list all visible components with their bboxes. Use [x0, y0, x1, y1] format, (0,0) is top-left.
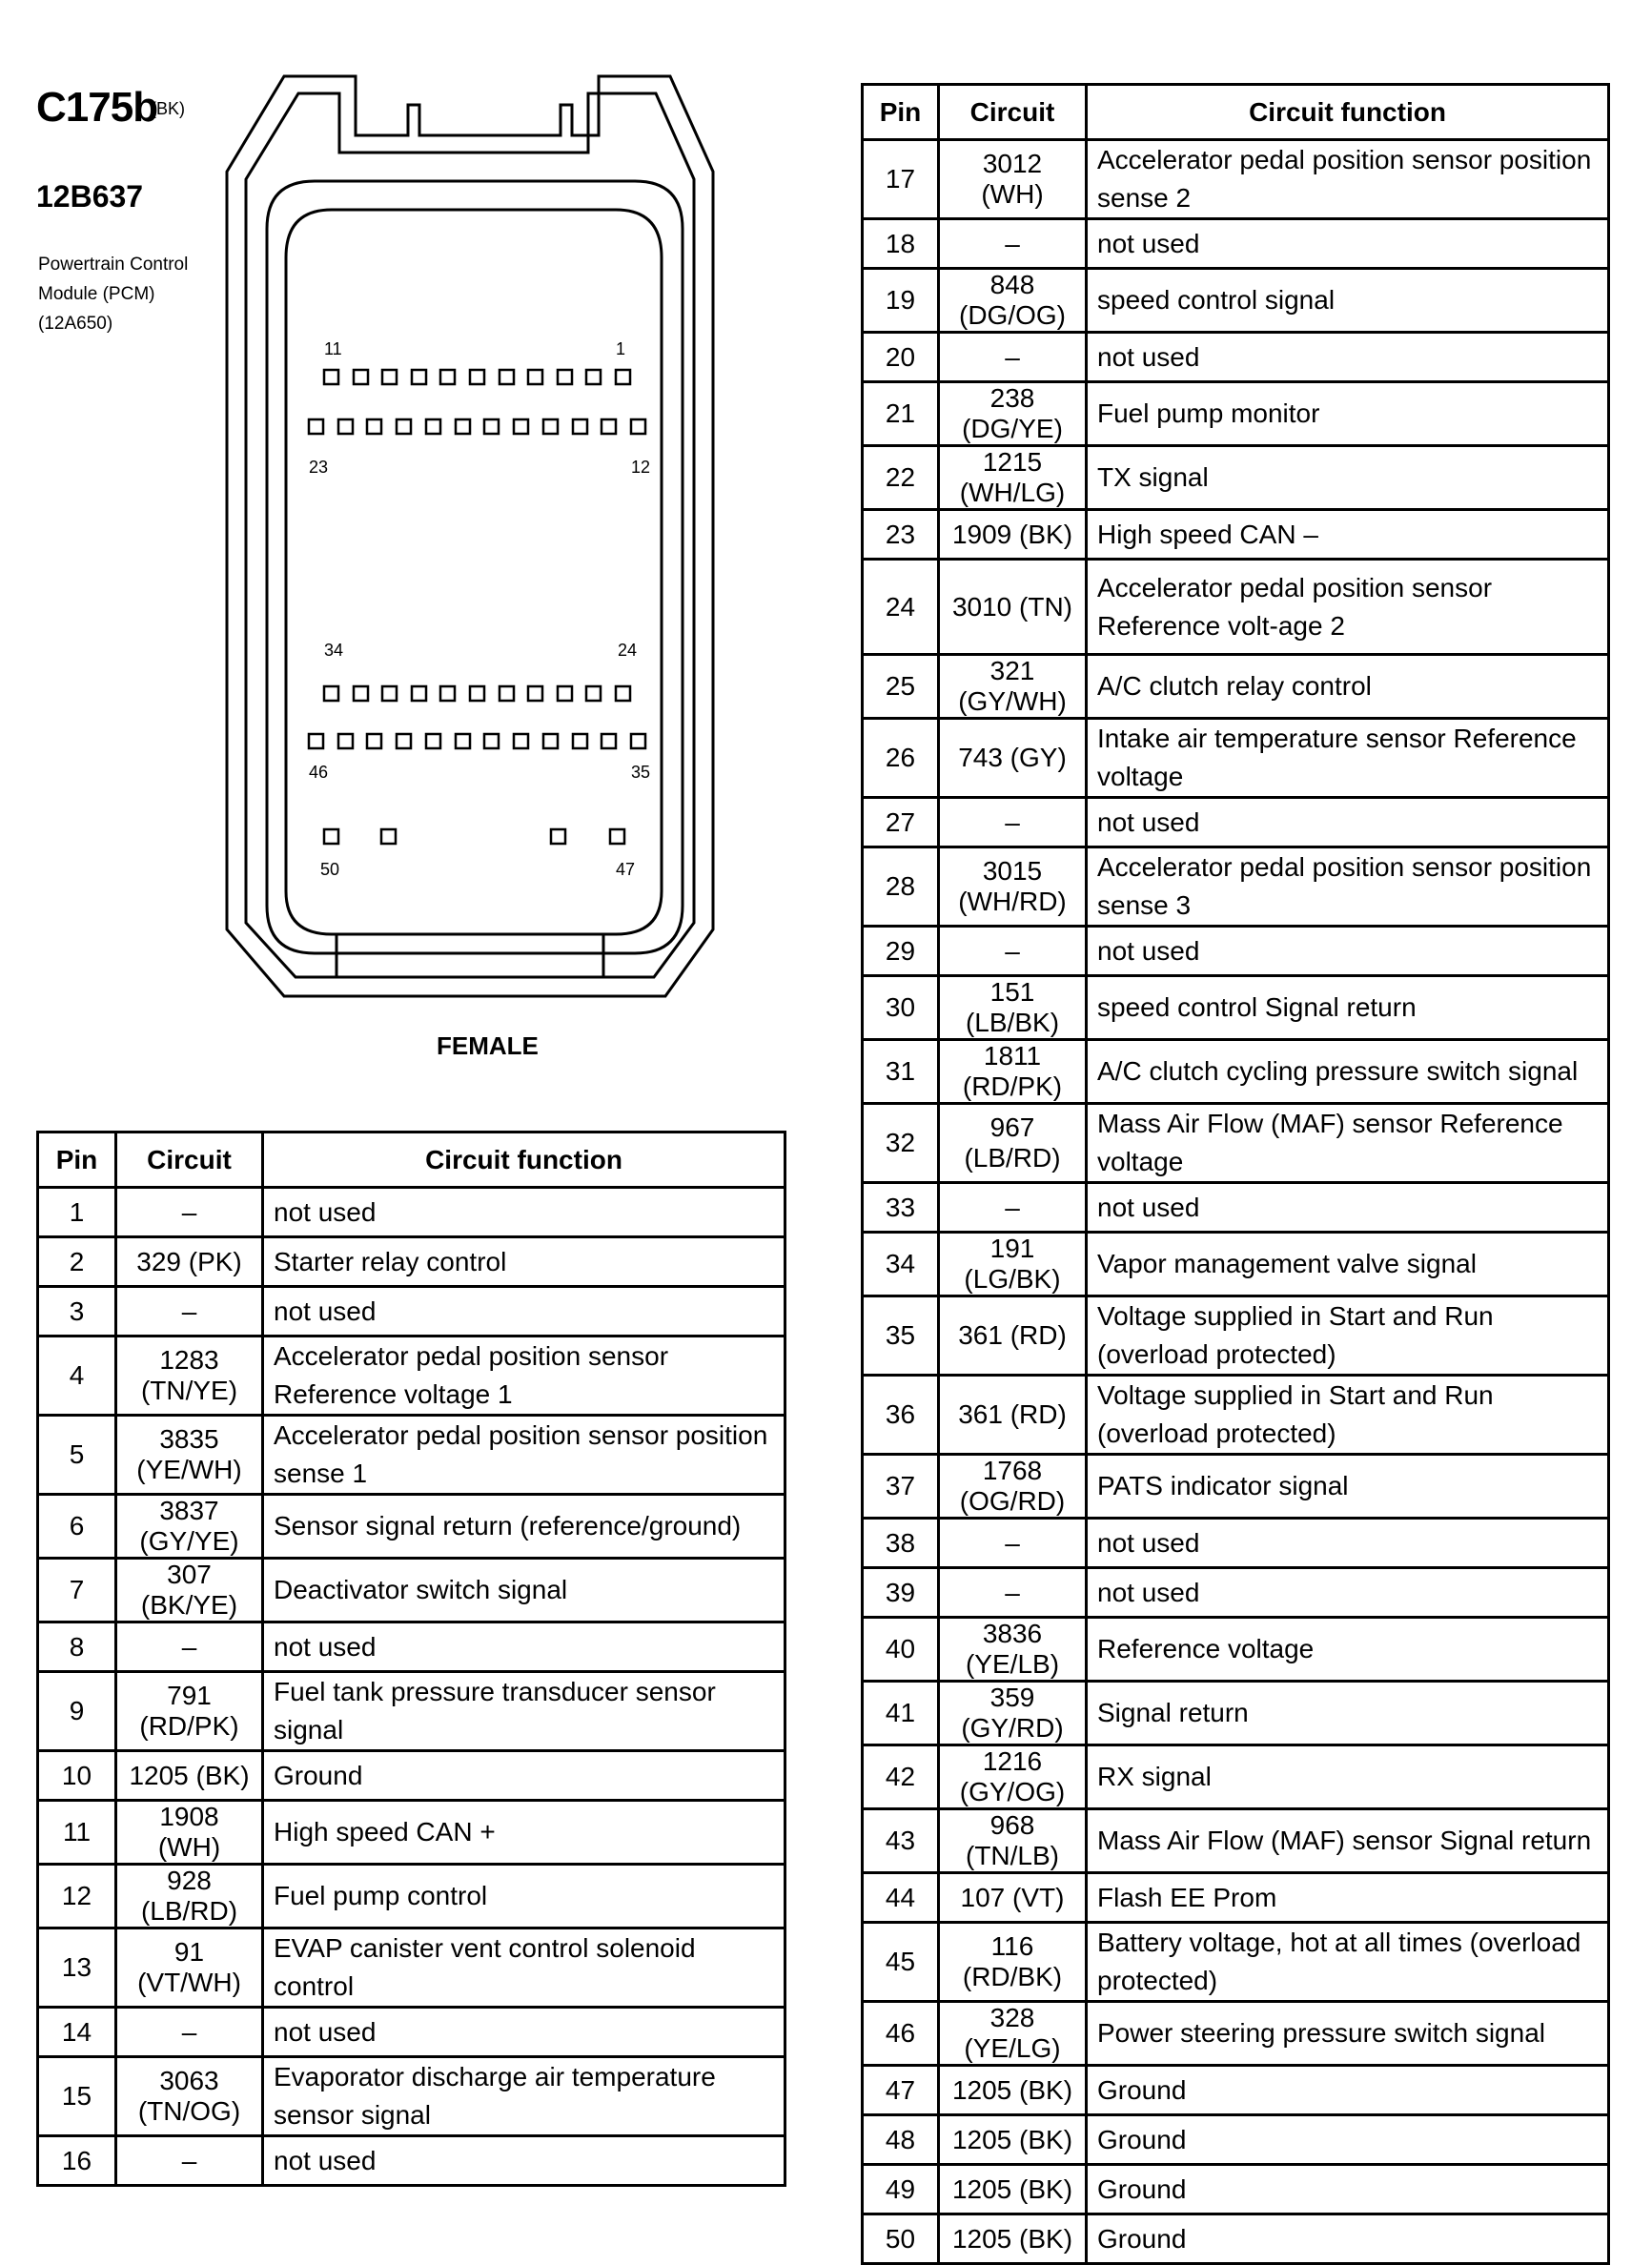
circuit-cell: 1283 (TN/YE): [116, 1337, 263, 1416]
circuit-cell: –: [939, 219, 1087, 269]
circuit-cell: 3015 (WH/RD): [939, 847, 1087, 927]
circuit-cell: 116 (RD/BK): [939, 1923, 1087, 2002]
circuit-cell: –: [116, 1287, 263, 1337]
pin-cavity: [551, 829, 565, 844]
circuit-cell: 967 (LB/RD): [939, 1104, 1087, 1183]
pin-cell: 22: [863, 446, 939, 510]
pin-cavity: [573, 734, 587, 748]
pin-cell: 27: [863, 798, 939, 847]
pin-cell: 18: [863, 219, 939, 269]
pin-cell: 32: [863, 1104, 939, 1183]
pin-cavity: [456, 734, 470, 748]
table-row: [863, 2002, 1609, 2066]
function-cell: not used: [1087, 1519, 1609, 1568]
pin-cavity: [484, 734, 499, 748]
pin-cavity: [324, 370, 338, 384]
pin-cavity: [338, 734, 353, 748]
circuit-cell: –: [939, 1519, 1087, 1568]
pin-cell: 43: [863, 1809, 939, 1873]
pin-cell: 4: [38, 1337, 116, 1416]
circuit-cell: 307 (BK/YE): [116, 1559, 263, 1622]
circuit-cell: 329 (PK): [116, 1237, 263, 1287]
pin-cell: 24: [863, 560, 939, 655]
circuit-cell: –: [116, 2008, 263, 2057]
function-cell: A/C clutch relay control: [1087, 655, 1609, 719]
function-cell: A/C clutch cycling pressure switch signal: [1087, 1040, 1609, 1104]
connector-code: C175b: [36, 84, 158, 131]
pin-cavity: [586, 370, 601, 384]
pin-label: 24: [618, 641, 638, 660]
function-cell: Accelerator pedal position sensor Reference volt-age 2: [1087, 560, 1609, 655]
pin-cavity: [440, 370, 455, 384]
table-row: [863, 560, 1609, 655]
pin-cell: 28: [863, 847, 939, 927]
table-row: [863, 847, 1609, 927]
pin-cell: 42: [863, 1745, 939, 1809]
function-cell: Starter relay control: [263, 1237, 785, 1287]
pin-table-right: [861, 83, 1610, 2265]
pin-cavity: [500, 370, 514, 384]
pin-cavity: [412, 370, 426, 384]
table-row: [863, 798, 1609, 847]
pin-label: 47: [616, 860, 636, 879]
circuit-cell: 361 (RD): [939, 1376, 1087, 1455]
circuit-cell: 3836 (YE/LB): [939, 1618, 1087, 1682]
pin-cell: 14: [38, 2008, 116, 2057]
pin-cavity: [514, 734, 528, 748]
function-cell: Ground: [1087, 2066, 1609, 2115]
pin-cavity: [382, 370, 397, 384]
pin-cell: 41: [863, 1682, 939, 1745]
pin-cavity: [367, 419, 381, 434]
circuit-cell: 1205 (BK): [939, 2066, 1087, 2115]
pin-cell: 31: [863, 1040, 939, 1104]
table-row: [863, 1104, 1609, 1183]
table-row: [863, 1923, 1609, 2002]
circuit-cell: 1909 (BK): [939, 510, 1087, 560]
pin-cavity: [631, 419, 645, 434]
pin-cell: 3: [38, 1287, 116, 1337]
pin-cavity: [558, 686, 572, 701]
part-number: 12B637: [36, 179, 144, 214]
circuit-cell: 361 (RD): [939, 1296, 1087, 1376]
table-row: [38, 1672, 785, 1751]
function-cell: Vapor management valve signal: [1087, 1233, 1609, 1296]
circuit-cell: 3835 (YE/WH): [116, 1416, 263, 1495]
pin-cell: 10: [38, 1751, 116, 1801]
pin-cell: 29: [863, 927, 939, 976]
function-cell: Mass Air Flow (MAF) sensor Reference voltage: [1087, 1104, 1609, 1183]
pin-cavity: [586, 686, 601, 701]
table-row: [863, 1296, 1609, 1376]
table-row: [38, 1337, 785, 1416]
function-cell: Power steering pressure switch signal: [1087, 2002, 1609, 2066]
function-cell: High speed CAN +: [263, 1801, 785, 1865]
table-row: [38, 1237, 785, 1287]
pin-cell: 5: [38, 1416, 116, 1495]
function-cell: not used: [263, 2136, 785, 2186]
connector-cavity: [286, 210, 662, 934]
table-row: [863, 1376, 1609, 1455]
pin-cell: 39: [863, 1568, 939, 1618]
pin-cavity: [412, 686, 426, 701]
pin-cell: 44: [863, 1873, 939, 1923]
pin-cavity: [573, 419, 587, 434]
pin-cavity: [456, 419, 470, 434]
function-column-header: Circuit function: [263, 1132, 785, 1188]
circuit-cell: 1205 (BK): [939, 2165, 1087, 2214]
function-cell: Signal return: [1087, 1682, 1609, 1745]
pin-cavity: [470, 370, 484, 384]
function-cell: Flash EE Prom: [1087, 1873, 1609, 1923]
pin-cell: 20: [863, 333, 939, 382]
circuit-cell: 1768 (OG/RD): [939, 1455, 1087, 1519]
function-cell: Fuel pump monitor: [1087, 382, 1609, 446]
circuit-column-header: Circuit: [939, 85, 1087, 140]
pin-cavity: [367, 734, 381, 748]
table-row: [863, 2165, 1609, 2214]
table-row: [863, 1455, 1609, 1519]
pin-cavity: [514, 419, 528, 434]
pin-cell: 15: [38, 2057, 116, 2136]
table-header-row: [38, 1132, 785, 1188]
function-cell: Accelerator pedal position sensor position sense 2: [1087, 140, 1609, 219]
table-row: [38, 1751, 785, 1801]
pin-cavity: [381, 829, 396, 844]
pin-cavity: [309, 419, 323, 434]
gender-label: FEMALE: [437, 1031, 539, 1060]
pin-cavity: [528, 686, 542, 701]
circuit-cell: 791 (RD/PK): [116, 1672, 263, 1751]
pin-cavity: [558, 370, 572, 384]
function-cell: Reference voltage: [1087, 1618, 1609, 1682]
table-row: [863, 2115, 1609, 2165]
pin-cell: 6: [38, 1495, 116, 1559]
pin-cell: 45: [863, 1923, 939, 2002]
function-cell: Fuel pump control: [263, 1865, 785, 1928]
function-cell: High speed CAN –: [1087, 510, 1609, 560]
module-description-line: (12A650): [38, 314, 113, 334]
pin-cell: 21: [863, 382, 939, 446]
pin-column-header: Pin: [38, 1132, 116, 1188]
table-row: [38, 2057, 785, 2136]
table-row: [863, 1618, 1609, 1682]
table-row: [863, 446, 1609, 510]
table-row: [863, 1809, 1609, 1873]
function-cell: Battery voltage, hot at all times (overload protected): [1087, 1923, 1609, 2002]
pin-cavity: [610, 829, 624, 844]
function-cell: not used: [263, 1622, 785, 1672]
function-cell: Voltage supplied in Start and Run (overload protected): [1087, 1296, 1609, 1376]
module-description-line: Powertrain Control: [38, 255, 189, 275]
table-row: [863, 1233, 1609, 1296]
table-row: [38, 1416, 785, 1495]
pin-cell: 30: [863, 976, 939, 1040]
pin-cavity: [338, 419, 353, 434]
circuit-cell: 238 (DG/YE): [939, 382, 1087, 446]
pin-cell: 26: [863, 719, 939, 798]
pin-label: 1: [616, 339, 626, 358]
circuit-cell: –: [116, 1188, 263, 1237]
pin-label: 11: [324, 339, 342, 358]
function-cell: not used: [1087, 219, 1609, 269]
pin-cavity: [397, 734, 411, 748]
circuit-cell: 3010 (TN): [939, 560, 1087, 655]
pin-cell: 23: [863, 510, 939, 560]
connector-color-code: (BK): [151, 99, 185, 118]
function-cell: Voltage supplied in Start and Run (overload protected): [1087, 1376, 1609, 1455]
function-cell: EVAP canister vent control solenoid control: [263, 1928, 785, 2008]
pin-cell: 38: [863, 1519, 939, 1568]
pin-cell: 8: [38, 1622, 116, 1672]
pin-cell: 16: [38, 2136, 116, 2186]
table-row: [38, 1188, 785, 1237]
function-cell: Ground: [1087, 2214, 1609, 2264]
pin-cell: 35: [863, 1296, 939, 1376]
pin-cell: 13: [38, 1928, 116, 2008]
pin-cell: 12: [38, 1865, 116, 1928]
table-row: [863, 1040, 1609, 1104]
function-cell: Accelerator pedal position sensor Reference voltage 1: [263, 1337, 785, 1416]
function-column-header: Circuit function: [1087, 85, 1609, 140]
function-cell: not used: [1087, 1568, 1609, 1618]
pin-cavity: [602, 419, 616, 434]
circuit-cell: –: [939, 927, 1087, 976]
circuit-column-header: Circuit: [116, 1132, 263, 1188]
circuit-cell: 3837 (GY/YE): [116, 1495, 263, 1559]
table-row: [863, 1183, 1609, 1233]
pin-cavity: [324, 829, 338, 844]
pin-cavity: [484, 419, 499, 434]
connector-inner-shell: [246, 93, 694, 977]
circuit-cell: 1205 (BK): [939, 2115, 1087, 2165]
pin-cavity: [382, 686, 397, 701]
circuit-cell: 328 (YE/LG): [939, 2002, 1087, 2066]
pin-cell: 46: [863, 2002, 939, 2066]
table-row: [38, 1559, 785, 1622]
pin-cavity: [324, 686, 338, 701]
pin-cell: 47: [863, 2066, 939, 2115]
table-row: [863, 1745, 1609, 1809]
function-cell: Accelerator pedal position sensor position sense 3: [1087, 847, 1609, 927]
pin-cavity: [528, 370, 542, 384]
pin-cell: 48: [863, 2115, 939, 2165]
table-row: [863, 1682, 1609, 1745]
function-cell: not used: [1087, 1183, 1609, 1233]
function-cell: speed control Signal return: [1087, 976, 1609, 1040]
table-row: [863, 382, 1609, 446]
function-cell: RX signal: [1087, 1745, 1609, 1809]
circuit-cell: 321 (GY/WH): [939, 655, 1087, 719]
module-description-line: Module (PCM): [38, 284, 155, 304]
table-row: [863, 269, 1609, 333]
function-cell: not used: [263, 2008, 785, 2057]
pin-label: 50: [320, 860, 340, 879]
function-cell: Intake air temperature sensor Reference voltage: [1087, 719, 1609, 798]
connector-housing: [267, 181, 683, 953]
pin-cell: 1: [38, 1188, 116, 1237]
circuit-cell: –: [939, 1183, 1087, 1233]
function-cell: not used: [1087, 333, 1609, 382]
table-row: [38, 2008, 785, 2057]
pin-cavity: [309, 734, 323, 748]
circuit-cell: 968 (TN/LB): [939, 1809, 1087, 1873]
circuit-cell: 1908 (WH): [116, 1801, 263, 1865]
function-cell: speed control signal: [1087, 269, 1609, 333]
pin-cell: 36: [863, 1376, 939, 1455]
pin-label: 34: [324, 641, 344, 660]
function-cell: not used: [1087, 798, 1609, 847]
function-cell: Sensor signal return (reference/ground): [263, 1495, 785, 1559]
pin-label: 23: [309, 458, 329, 477]
table-row: [38, 1801, 785, 1865]
table-row: [38, 1865, 785, 1928]
pin-cell: 50: [863, 2214, 939, 2264]
circuit-cell: –: [939, 1568, 1087, 1618]
circuit-cell: 1205 (BK): [116, 1751, 263, 1801]
function-cell: not used: [263, 1188, 785, 1237]
circuit-cell: 1811 (RD/PK): [939, 1040, 1087, 1104]
pin-label: 35: [631, 763, 651, 782]
pin-cell: 2: [38, 1237, 116, 1287]
pin-cavity: [470, 686, 484, 701]
pin-table-left: [36, 1131, 786, 2187]
pin-cavity: [440, 686, 455, 701]
function-cell: Mass Air Flow (MAF) sensor Signal return: [1087, 1809, 1609, 1873]
table-row: [863, 655, 1609, 719]
table-header-row: [863, 85, 1609, 140]
table-row: [863, 927, 1609, 976]
table-row: [38, 1928, 785, 2008]
circuit-cell: 743 (GY): [939, 719, 1087, 798]
circuit-cell: 191 (LG/BK): [939, 1233, 1087, 1296]
pin-cavity: [602, 734, 616, 748]
function-cell: TX signal: [1087, 446, 1609, 510]
function-cell: Ground: [1087, 2165, 1609, 2214]
table-row: [863, 976, 1609, 1040]
table-row: [38, 2136, 785, 2186]
pin-cavity: [354, 370, 368, 384]
table-row: [863, 719, 1609, 798]
circuit-cell: 151 (LB/BK): [939, 976, 1087, 1040]
pin-cell: 25: [863, 655, 939, 719]
function-cell: not used: [1087, 927, 1609, 976]
function-cell: Deactivator switch signal: [263, 1559, 785, 1622]
module-description: [38, 250, 191, 338]
pin-cell: 7: [38, 1559, 116, 1622]
table-row: [863, 2066, 1609, 2115]
table-row: [863, 2214, 1609, 2264]
function-cell: Ground: [263, 1751, 785, 1801]
circuit-cell: 107 (VT): [939, 1873, 1087, 1923]
circuit-cell: –: [116, 1622, 263, 1672]
pin-cell: 9: [38, 1672, 116, 1751]
circuit-cell: –: [116, 2136, 263, 2186]
function-cell: Fuel tank pressure transducer sensor signal: [263, 1672, 785, 1751]
pin-cell: 17: [863, 140, 939, 219]
pin-column-header: Pin: [863, 85, 939, 140]
pin-cell: 11: [38, 1801, 116, 1865]
pin-cell: 49: [863, 2165, 939, 2214]
pin-cavity: [426, 734, 440, 748]
pin-cell: 37: [863, 1455, 939, 1519]
circuit-cell: 928 (LB/RD): [116, 1865, 263, 1928]
circuit-cell: 3012 (WH): [939, 140, 1087, 219]
circuit-cell: 91 (VT/WH): [116, 1928, 263, 2008]
table-row: [863, 510, 1609, 560]
table-row: [863, 219, 1609, 269]
pin-cell: 19: [863, 269, 939, 333]
pin-cavity: [354, 686, 368, 701]
table-row: [38, 1622, 785, 1672]
circuit-cell: 359 (GY/RD): [939, 1682, 1087, 1745]
function-cell: not used: [263, 1287, 785, 1337]
function-cell: Accelerator pedal position sensor position sense 1: [263, 1416, 785, 1495]
pin-cavity: [397, 419, 411, 434]
table-row: [38, 1287, 785, 1337]
table-row: [863, 1568, 1609, 1618]
pin-cell: 34: [863, 1233, 939, 1296]
circuit-cell: 1215 (WH/LG): [939, 446, 1087, 510]
pin-cell: 33: [863, 1183, 939, 1233]
function-cell: Evaporator discharge air temperature sensor signal: [263, 2057, 785, 2136]
pin-cavity: [500, 686, 514, 701]
circuit-cell: –: [939, 798, 1087, 847]
pin-label: 12: [631, 458, 651, 477]
function-cell: Ground: [1087, 2115, 1609, 2165]
circuit-cell: 848 (DG/OG): [939, 269, 1087, 333]
table-row: [863, 140, 1609, 219]
pin-cavity: [426, 419, 440, 434]
table-row: [863, 1873, 1609, 1923]
pin-cavity: [543, 419, 558, 434]
circuit-cell: 3063 (TN/OG): [116, 2057, 263, 2136]
circuit-cell: –: [939, 333, 1087, 382]
pin-cavity: [631, 734, 645, 748]
table-row: [863, 1519, 1609, 1568]
pin-cavity: [616, 370, 630, 384]
connector-face-diagram: [217, 67, 751, 1030]
pin-label: 46: [309, 763, 329, 782]
circuit-cell: 1216 (GY/OG): [939, 1745, 1087, 1809]
pin-cavity: [543, 734, 558, 748]
table-row: [863, 333, 1609, 382]
pin-cavity: [616, 686, 630, 701]
table-row: [38, 1495, 785, 1559]
function-cell: PATS indicator signal: [1087, 1455, 1609, 1519]
pin-cell: 40: [863, 1618, 939, 1682]
circuit-cell: 1205 (BK): [939, 2214, 1087, 2264]
